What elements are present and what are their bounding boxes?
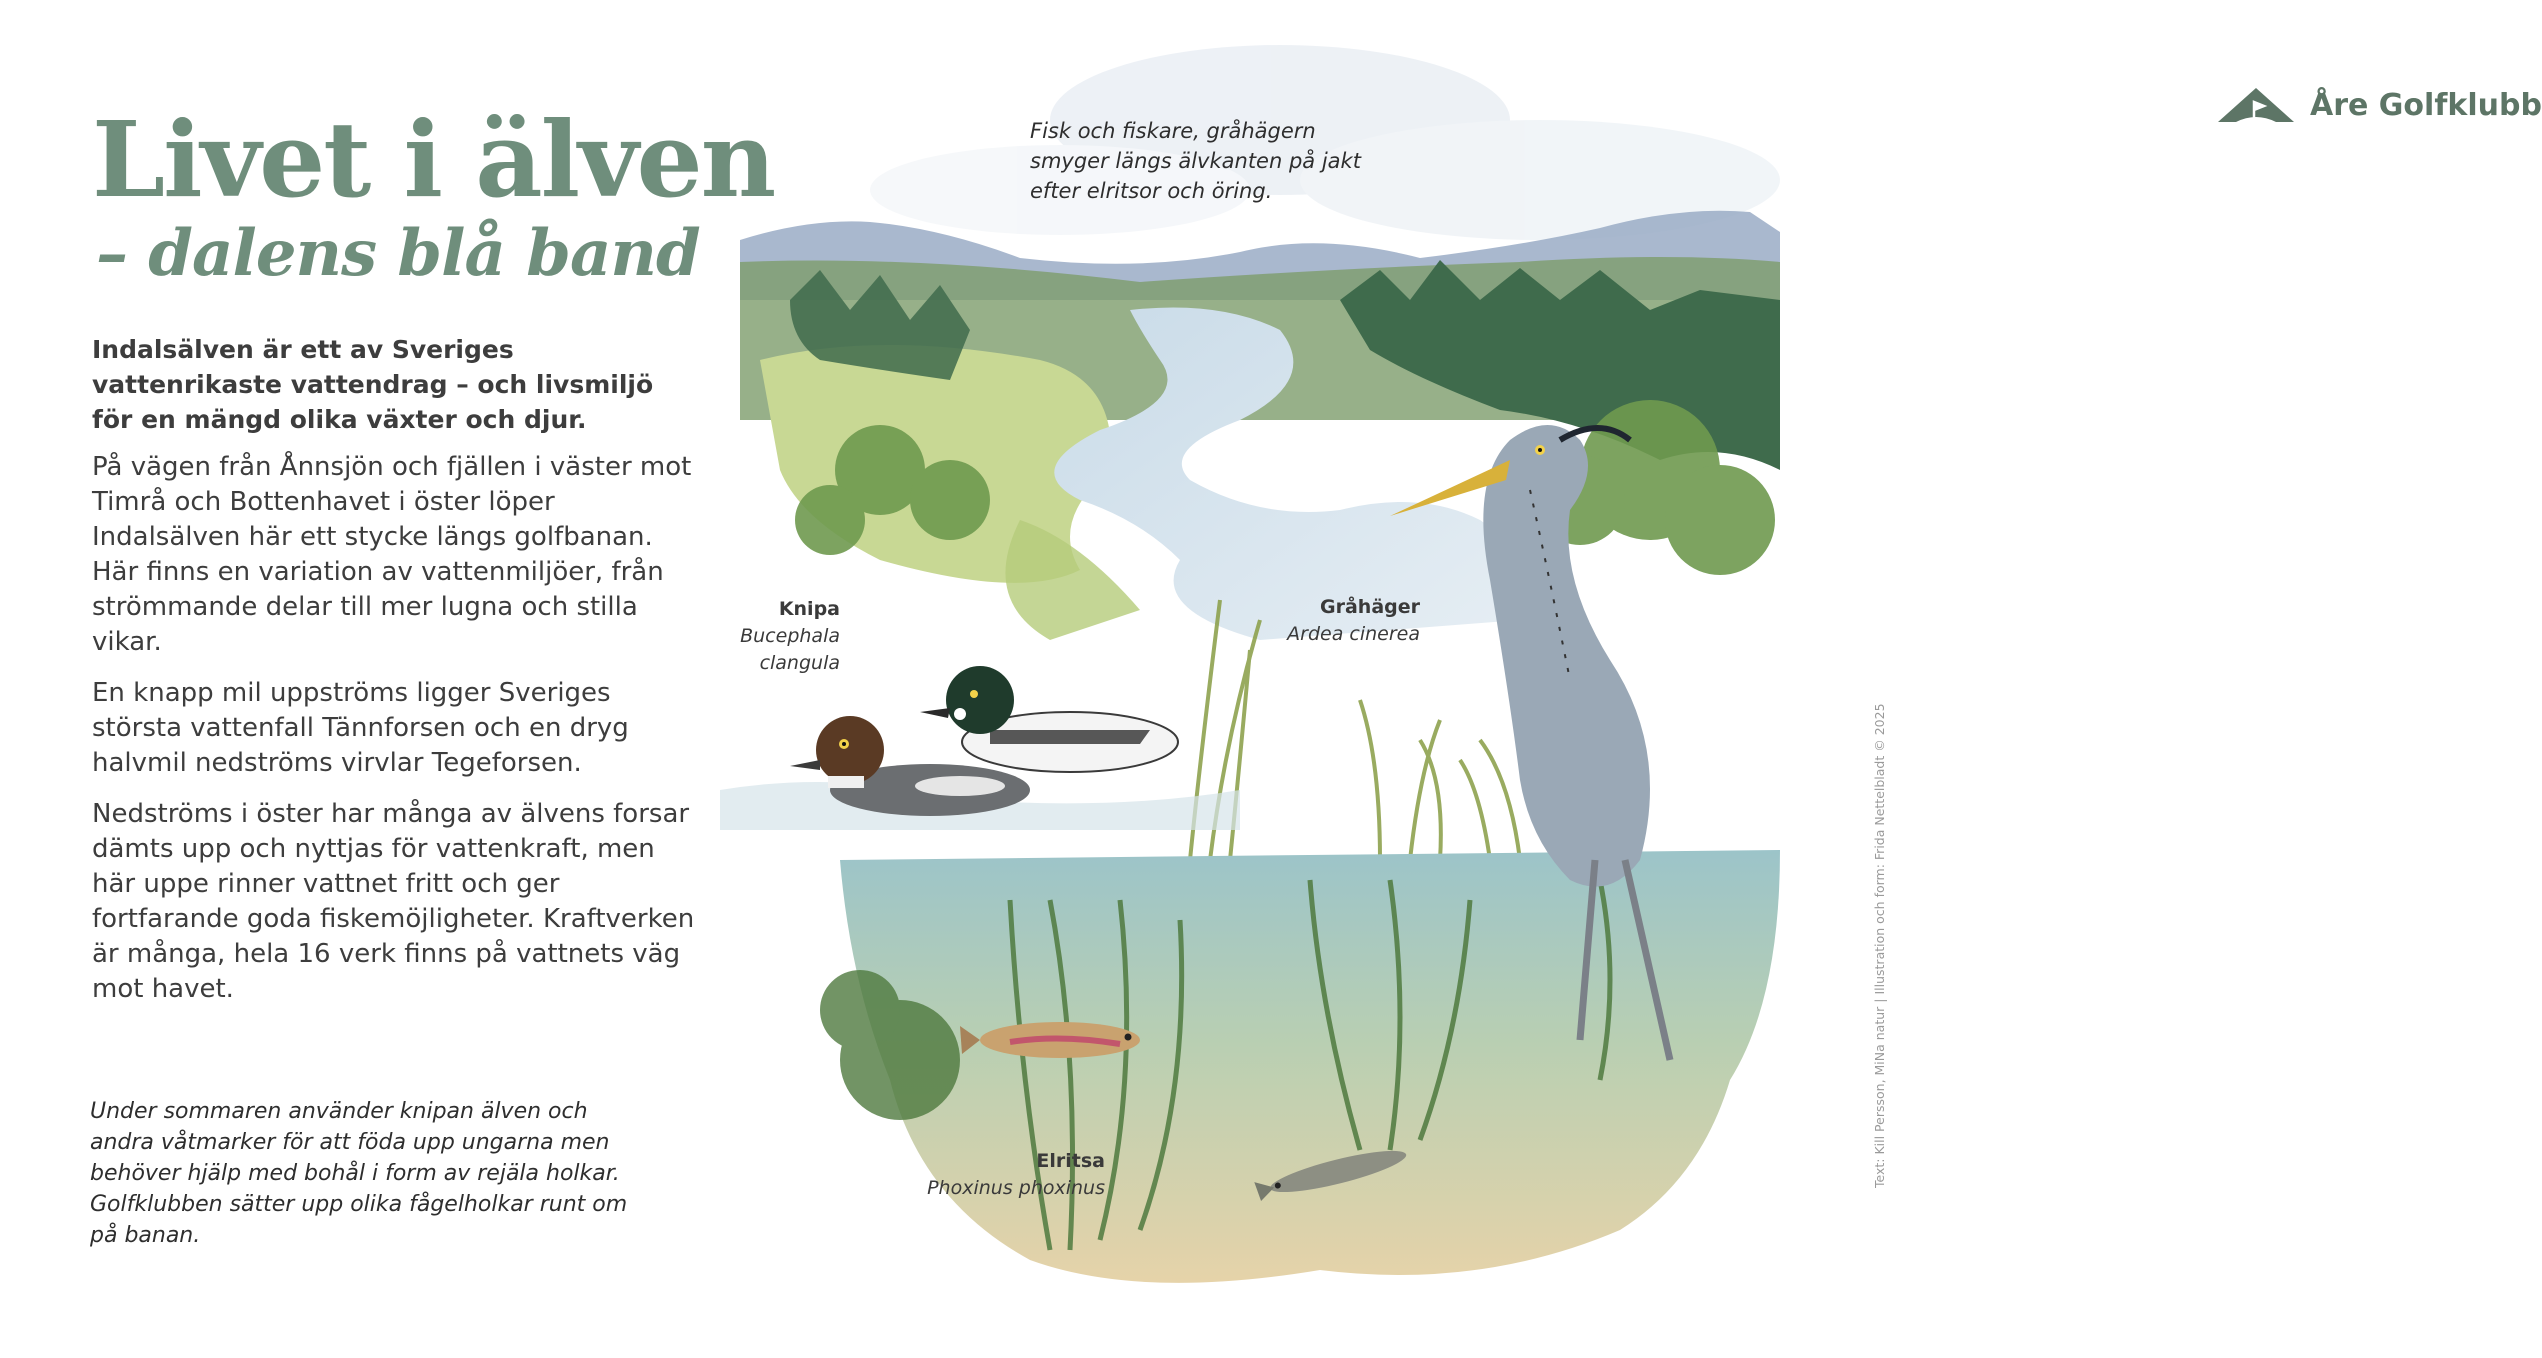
species-common-name: Elritsa [1036, 1150, 1105, 1172]
body-paragraph-3: Nedströms i öster har många av älvens forsar dämts upp och nyttjas för vattenkraft, men här uppe rinner vattnet fritt och ger fortfarande goda fiskemöjligheter. Kraftverken är många, hela 16 verk finns på vattnets väg mot havet. [92, 799, 695, 1004]
goldeneye-male-icon [920, 666, 1178, 772]
body-paragraph-1: På vägen från Ånnsjön och fjällen i väster mot Timrå och Bottenhavet i öster löper Indalsälven här ett stycke längs golfbanan. Här finns en variation av vattenmiljöer, från strömmande delar till mer lugna och stilla vikar. [92, 452, 692, 657]
page-title: Livet i älven [92, 98, 775, 221]
illustration-caption: Fisk och fiskare, gråhägern smyger längs älvkanten på jakt efter elritsor och öring. [1030, 119, 1361, 203]
species-common-name: Knipa [778, 598, 840, 620]
species-label-elritsa [890, 1148, 1105, 1202]
page-subtitle: – dalens blå band [96, 216, 700, 291]
credits: Text: Kill Persson, MiNa natur | Illustration och form: Frida Nettelbladt © 2025 [1872, 703, 1887, 1188]
logo-text: Åre Golfklubb [2310, 88, 2542, 123]
intro-paragraph: Indalsälven är ett av Sveriges vattenrikaste vattendrag – och livsmiljö för en mängd olika växter och djur. [92, 335, 654, 434]
species-label-knipa [715, 596, 840, 677]
species-latin-name: Ardea cinerea [1287, 623, 1420, 645]
species-latin-name: Phoxinus phoxinus [927, 1177, 1105, 1199]
species-label-grahager [1240, 594, 1420, 648]
knipa-footnote: Under sommaren använder knipan älven och andra våtmarker för att föda upp ungarna men behöver hjälp med bohål i form av rejäla holkar. Golfklubben sätter upp olika fågelholkar runt om på banan. [90, 1099, 628, 1248]
text-column [0, 0, 775, 1358]
species-latin-name: Bucephala clangula [740, 625, 840, 674]
species-common-name: Gråhäger [1320, 596, 1420, 618]
golf-flag-mountain-icon [2216, 82, 2296, 132]
body-paragraph-2: En knapp mil uppströms ligger Sveriges största vattenfall Tännforsen och en dryg halvmil nedströms virvlar Tegeforsen. [92, 678, 629, 778]
